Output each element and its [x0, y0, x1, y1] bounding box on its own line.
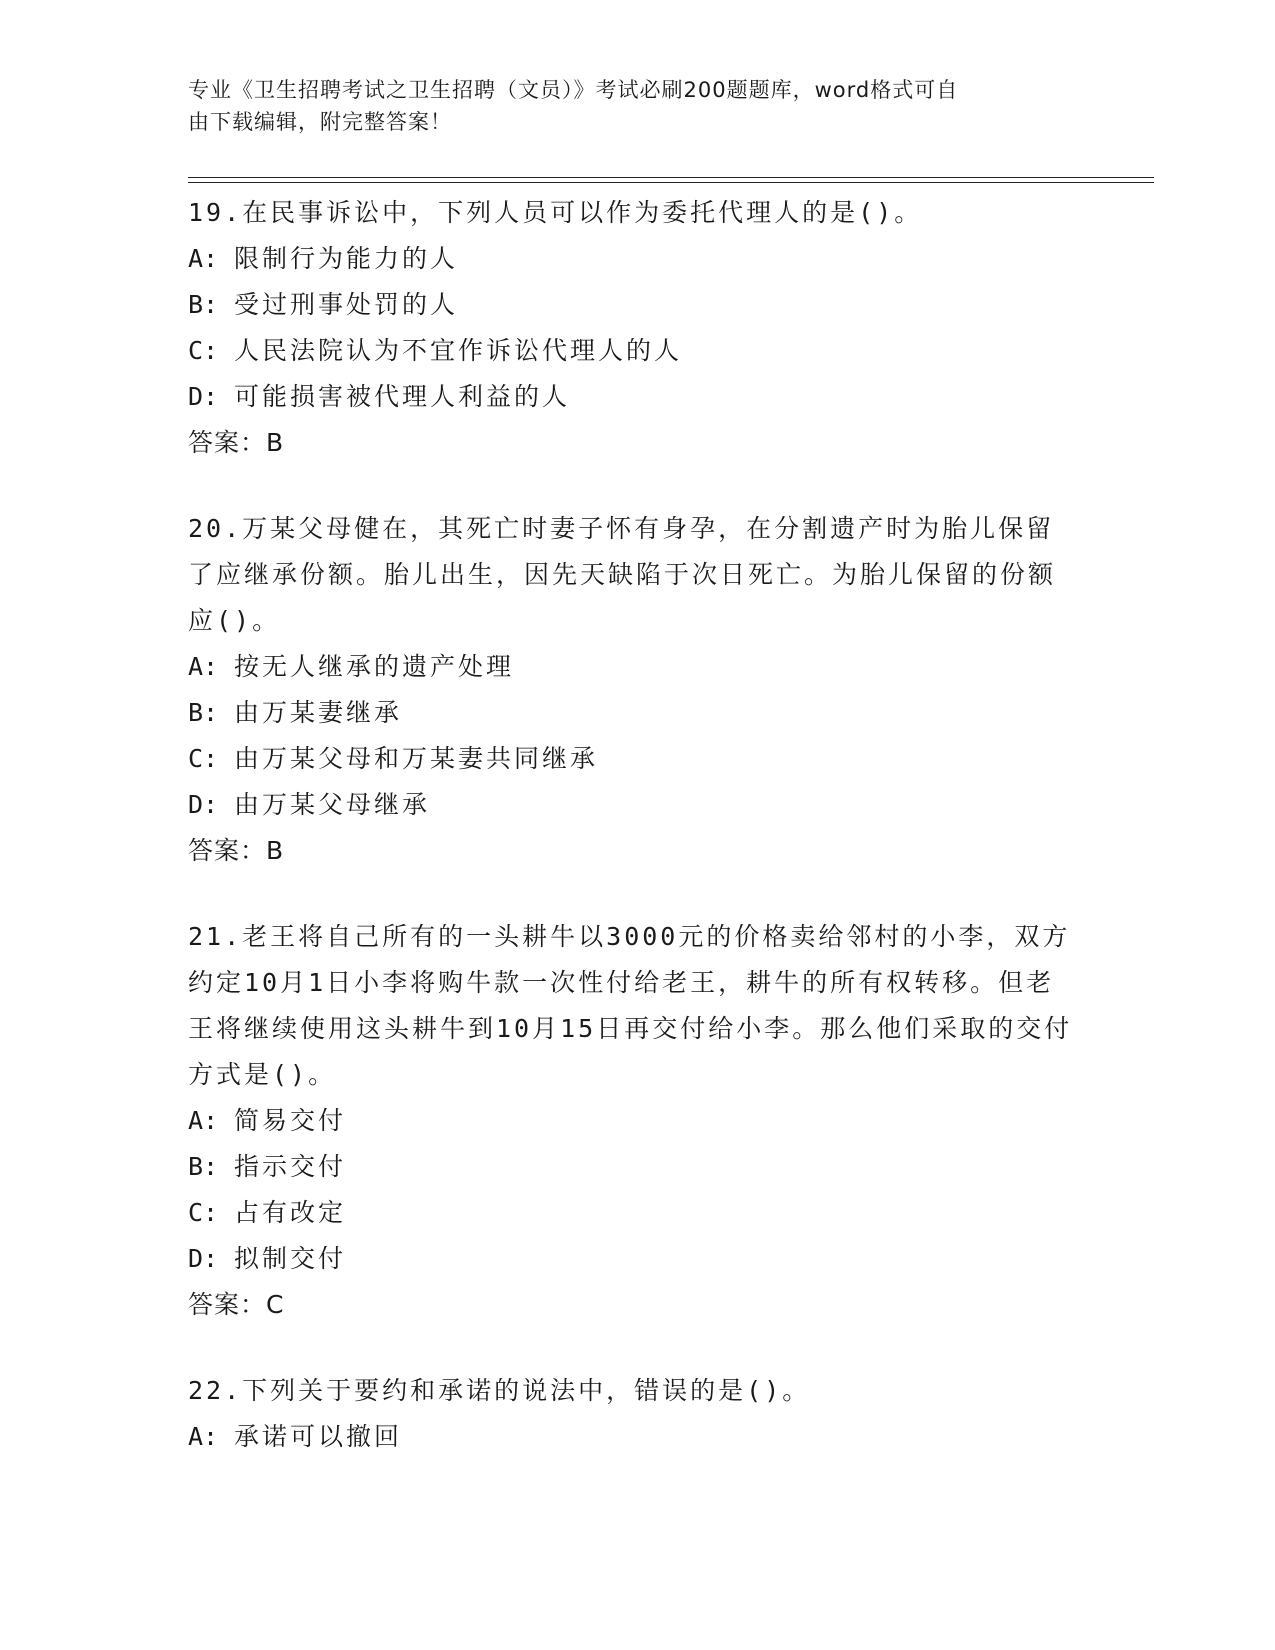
option-c — [188, 328, 1078, 374]
answer-line: 答案：B — [188, 836, 285, 865]
question-21 — [188, 914, 1078, 1328]
option-text: 占有改定 — [234, 1198, 347, 1227]
option-a — [188, 1414, 1078, 1460]
option-letter: A: — [188, 652, 219, 681]
option-letter: A: — [188, 1106, 219, 1135]
option-text: 由万某父母和万某妻共同继承 — [234, 744, 599, 773]
option-a — [188, 1098, 1078, 1144]
option-d — [188, 782, 1078, 828]
option-letter: C: — [188, 336, 219, 365]
option-letter: A: — [188, 244, 219, 273]
option-text: 受过刑事处罚的人 — [234, 290, 459, 319]
option-text: 由万某妻继承 — [234, 698, 403, 727]
option-text: 人民法院认为不宜作诉讼代理人的人 — [234, 336, 683, 365]
question-list — [188, 190, 1078, 1500]
question-20 — [188, 506, 1078, 874]
option-letter: D: — [188, 382, 219, 411]
question-stem: 22.下列关于要约和承诺的说法中，错误的是()。 — [188, 1376, 811, 1405]
option-letter: C: — [188, 1198, 219, 1227]
header-divider-bottom — [188, 182, 1154, 183]
header-line-2: 由下载编辑，附完整答案！ — [188, 110, 452, 134]
option-b — [188, 690, 1078, 736]
answer-line: 答案：C — [188, 1290, 285, 1319]
header-line-1: 专业《卫生招聘考试之卫生招聘（文员）》考试必刷200题题库，word格式可自 — [188, 78, 959, 102]
option-text: 可能损害被代理人利益的人 — [234, 382, 571, 411]
option-text: 指示交付 — [234, 1152, 347, 1181]
document-header — [188, 74, 1088, 138]
option-text: 简易交付 — [234, 1106, 347, 1135]
header-divider-top — [188, 177, 1154, 178]
question-stem: 20.万某父母健在，其死亡时妻子怀有身孕，在分割遗产时为胎儿保留了应继承份额。胎儿出生，因先天缺陷于次日死亡。为胎儿保留的份额应()。 — [188, 514, 1057, 635]
option-text: 限制行为能力的人 — [234, 244, 459, 273]
option-letter: B: — [188, 698, 219, 727]
option-letter: B: — [188, 1152, 219, 1181]
option-a — [188, 236, 1078, 282]
question-stem: 21.老王将自己所有的一头耕牛以3000元的价格卖给邻村的小李，双方约定10月1日小李将购牛款一次性付给老王，耕牛的所有权转移。但老王将继续使用这头耕牛到10月15日再交付给小李。那么他们采取的交付方式是()。 — [188, 922, 1073, 1089]
option-text: 由万某父母继承 — [234, 790, 431, 819]
option-c — [188, 736, 1078, 782]
option-letter: D: — [188, 1244, 219, 1273]
question-stem: 19.在民事诉讼中，下列人员可以作为委托代理人的是()。 — [188, 198, 923, 227]
option-text: 拟制交付 — [234, 1244, 347, 1273]
option-d — [188, 374, 1078, 420]
option-b — [188, 1144, 1078, 1190]
option-d — [188, 1236, 1078, 1282]
option-c — [188, 1190, 1078, 1236]
question-22 — [188, 1368, 1078, 1460]
option-letter: A: — [188, 1422, 219, 1451]
question-19 — [188, 190, 1078, 466]
answer-line: 答案：B — [188, 428, 285, 457]
option-a — [188, 644, 1078, 690]
option-letter: D: — [188, 790, 219, 819]
option-letter: B: — [188, 290, 219, 319]
option-text: 按无人继承的遗产处理 — [234, 652, 515, 681]
option-letter: C: — [188, 744, 219, 773]
option-b — [188, 282, 1078, 328]
option-text: 承诺可以撤回 — [234, 1422, 403, 1451]
